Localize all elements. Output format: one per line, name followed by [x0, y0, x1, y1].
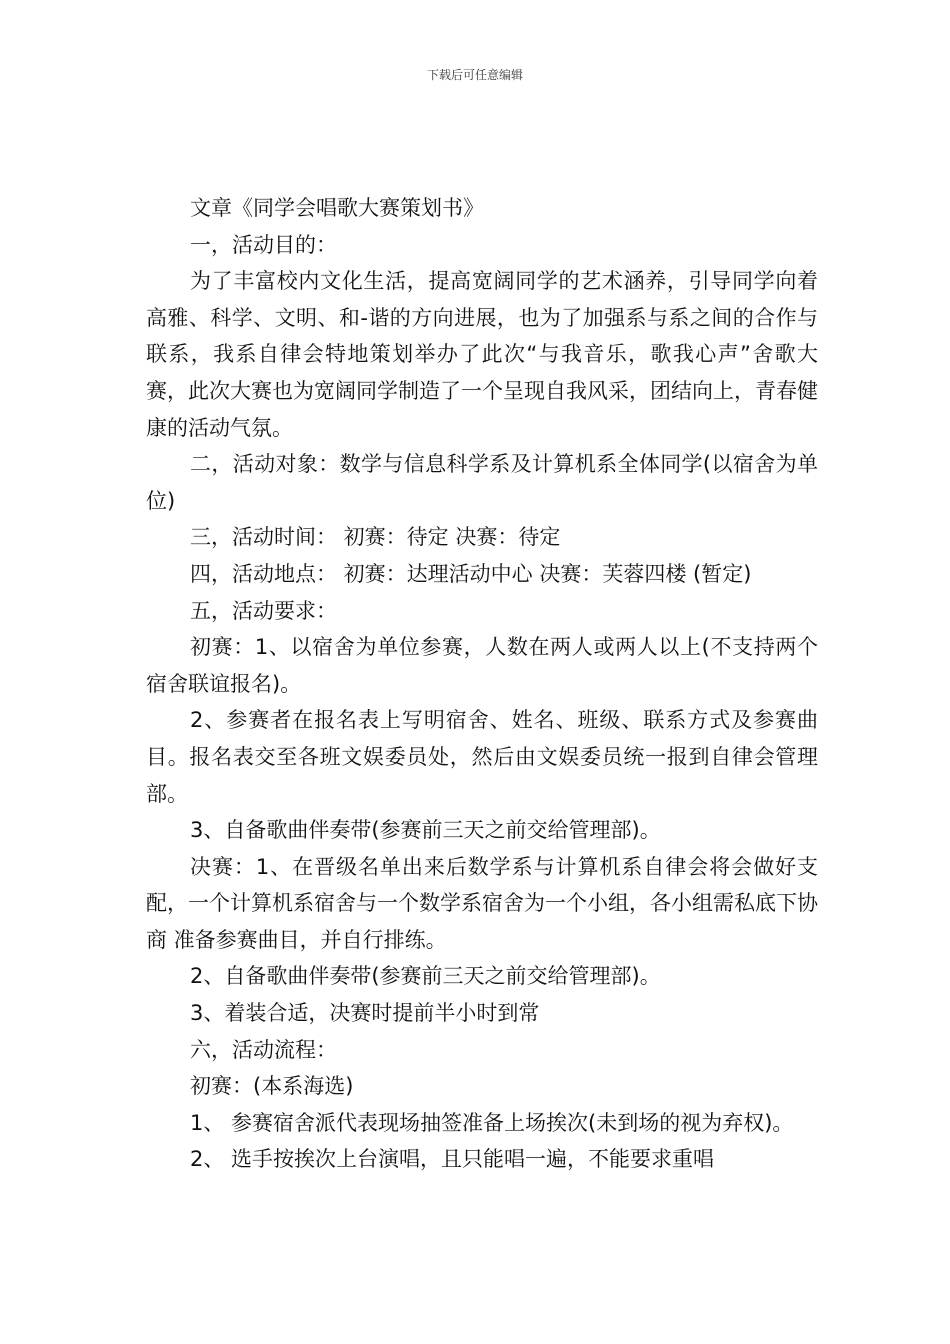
page-header-note: 下载后可任意编辑 — [426, 68, 523, 82]
paragraph-process-step-1: 1、 参赛宿舍派代表现场抽签准备上场挨次(未到场的视为弃权)。 — [190, 1110, 794, 1135]
paragraph-prelim-rule-3: 3、自备歌曲伴奏带(参赛前三天之前交给管理部)。 — [190, 818, 661, 843]
document-title: 文章《同学会唱歌大赛策划书》 — [190, 196, 484, 220]
section-heading-process: 六，活动流程： — [190, 1037, 337, 1062]
paragraph-final-rule-1: 决赛：1、在晋级名单出来后数学系与计算机系自律会将会做好支配，一个计算机系宿舍与一个数学系宿舍为一个小组，各小组需私底下协商 准备参赛曲目，并自行排练。 — [146, 854, 818, 952]
paragraph-time: 三，活动时间： 初赛：待定 决赛：待定 — [190, 525, 561, 550]
paragraph-participants: 二，活动对象：数学与信息科学系及计算机系全体同学(以宿舍为单位) — [146, 452, 818, 513]
paragraph-final-rule-2: 2、自备歌曲伴奏带(参赛前三天之前交给管理部)。 — [190, 964, 661, 989]
section-heading-requirements: 五，活动要求： — [190, 598, 337, 623]
paragraph-process-step-2: 2、 选手按挨次上台演唱，且只能唱一遍，不能要求重唱 — [190, 1147, 715, 1172]
paragraph-prelim-process: 初赛：(本系海选) — [190, 1074, 354, 1099]
section-heading-purpose: 一，活动目的： — [190, 232, 337, 257]
document-body — [146, 190, 818, 1178]
paragraph-location: 四，活动地点： 初赛：达理活动中心 决赛：芙蓉四楼 (暂定) — [190, 561, 752, 586]
paragraph-prelim-rule-2: 2、参赛者在报名表上写明宿舍、姓名、班级、联系方式及参赛曲目。报名表交至各班文娱委员处，然后由文娱委员统一报到自律会管理部。 — [146, 708, 818, 806]
paragraph-final-rule-3: 3、着装合适，决赛时提前半小时到常 — [190, 1001, 540, 1026]
paragraph-purpose: 为了丰富校内文化生活，提高宽阔同学的艺术涵养，引导同学向着高雅、科学、文明、和-谐的方向进展，也为了加强系与系之间的合作与联系，我系自律会特地策划举办了此次“与我音乐，歌我心声”舍歌大赛，此次大赛也为宽阔同学制造了一个呈现自我风采，团结向上，青春健康的活动气氛。 — [146, 269, 818, 440]
paragraph-prelim-rule-1: 初赛：1、以宿舍为单位参赛，人数在两人或两人以上(不支持两个宿舍联谊报名)。 — [146, 635, 818, 696]
